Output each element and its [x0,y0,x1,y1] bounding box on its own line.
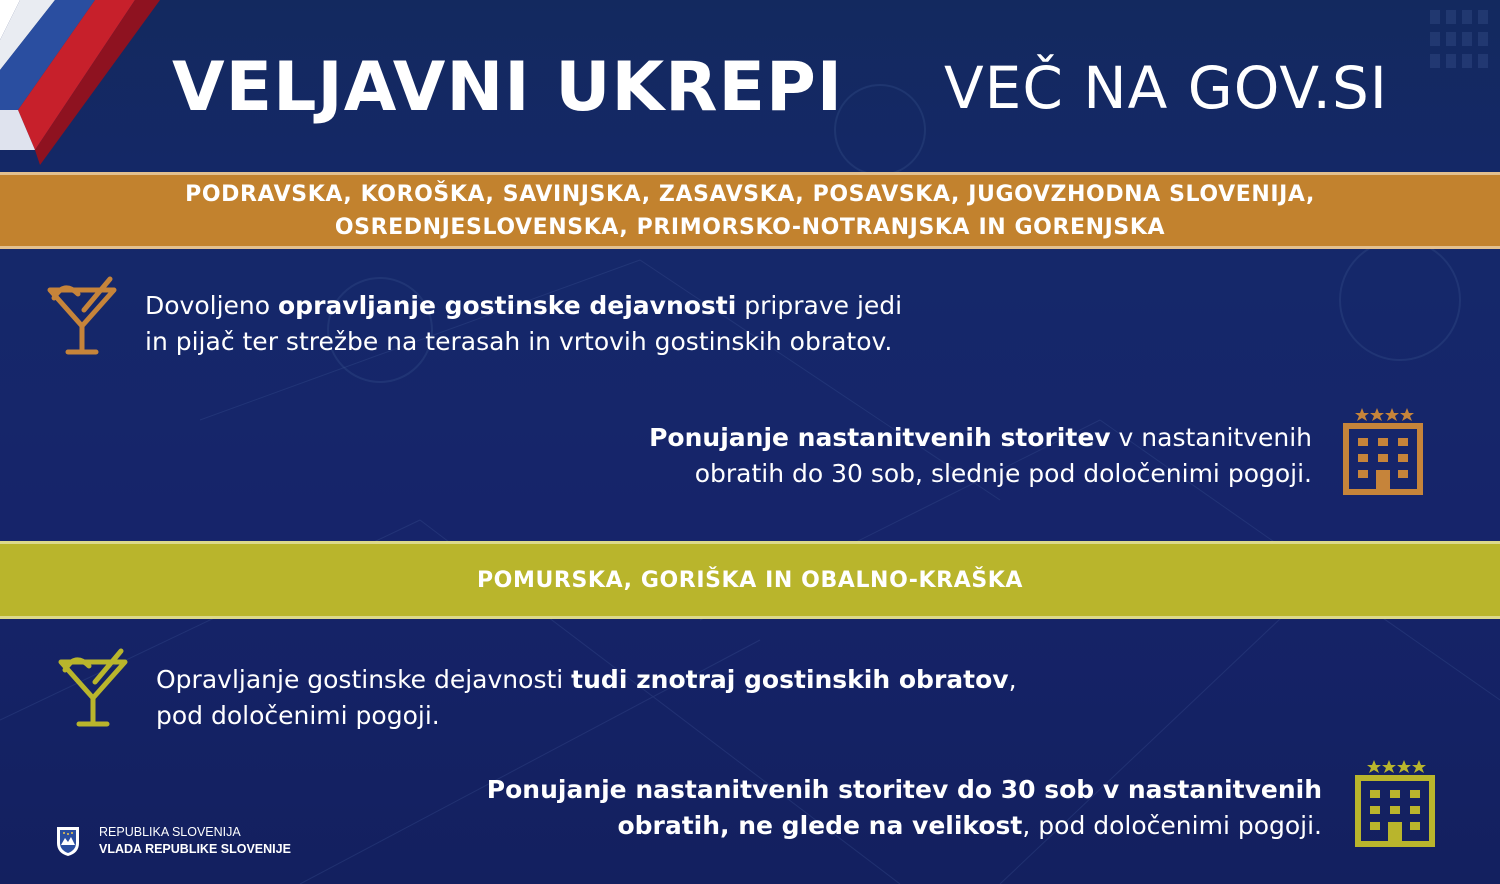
region-banner-green [0,541,1500,619]
flag-ribbon-icon [0,0,200,170]
region-banner-orange [0,172,1500,249]
measure-text-3 [156,662,1017,734]
measure-line: in pijač ter strežbe na terasah in vrtovih gostinskih obratov. [145,327,893,356]
measure-line: obratih do 30 sob, slednje pod določenimi pogoji. [694,459,1312,488]
hotel-building-icon [1352,758,1438,848]
government-footer [55,824,291,858]
measure-text: v nastanitvenih [1110,423,1312,452]
footer-text [99,824,291,858]
coat-of-arms-icon [55,825,81,857]
measure-text: Opravljanje gostinske dejavnosti [156,665,572,694]
measure-line [649,420,1312,456]
measure-line: pod določenimi pogoji. [156,701,440,730]
measure-line [487,808,1322,844]
cocktail-glass-icon [44,276,120,358]
measure-text: priprave jedi [736,291,903,320]
hotel-building-icon [1340,406,1426,496]
region-banner-line: PODRAVSKA, KOROŠKA, SAVINJSKA, ZASAVSKA, POSAVSKA, JUGOVZHODNA SLOVENIJA, [185,181,1315,207]
page-title: VELJAVNI UKREPI [172,48,844,127]
measure-text-1 [145,288,902,360]
region-banner-line: POMURSKA, GORIŠKA IN OBALNO-KRAŠKA [476,567,1024,593]
measure-text-4 [487,772,1322,844]
measure-text: , pod določenimi pogoji. [1022,811,1322,840]
cocktail-glass-icon [55,648,131,730]
measure-text: Dovoljeno [145,291,278,320]
region-banner-line: OSREDNJESLOVENSKA, PRIMORSKO-NOTRANJSKA IN GORENJSKA [334,214,1166,240]
measure-line [156,662,1017,698]
footer-line: REPUBLIKA SLOVENIJA [99,825,241,839]
measure-highlight: obratih, ne glede na velikost [617,811,1023,840]
gov-si-link[interactable]: VEČ NA GOV.SI [944,54,1388,122]
measure-line: Ponujanje nastanitvenih storitev do 30 sob v nastanitvenih [486,775,1322,804]
measure-text-2 [649,420,1312,492]
measure-highlight: Ponujanje nastanitvenih storitev [649,423,1111,452]
measure-text: , [1008,665,1017,694]
measure-line [145,288,902,324]
footer-line: VLADA REPUBLIKE SLOVENIJE [99,842,291,856]
measure-highlight: opravljanje gostinske dejavnosti [278,291,737,320]
measure-highlight: tudi znotraj gostinskih obratov [571,665,1009,694]
